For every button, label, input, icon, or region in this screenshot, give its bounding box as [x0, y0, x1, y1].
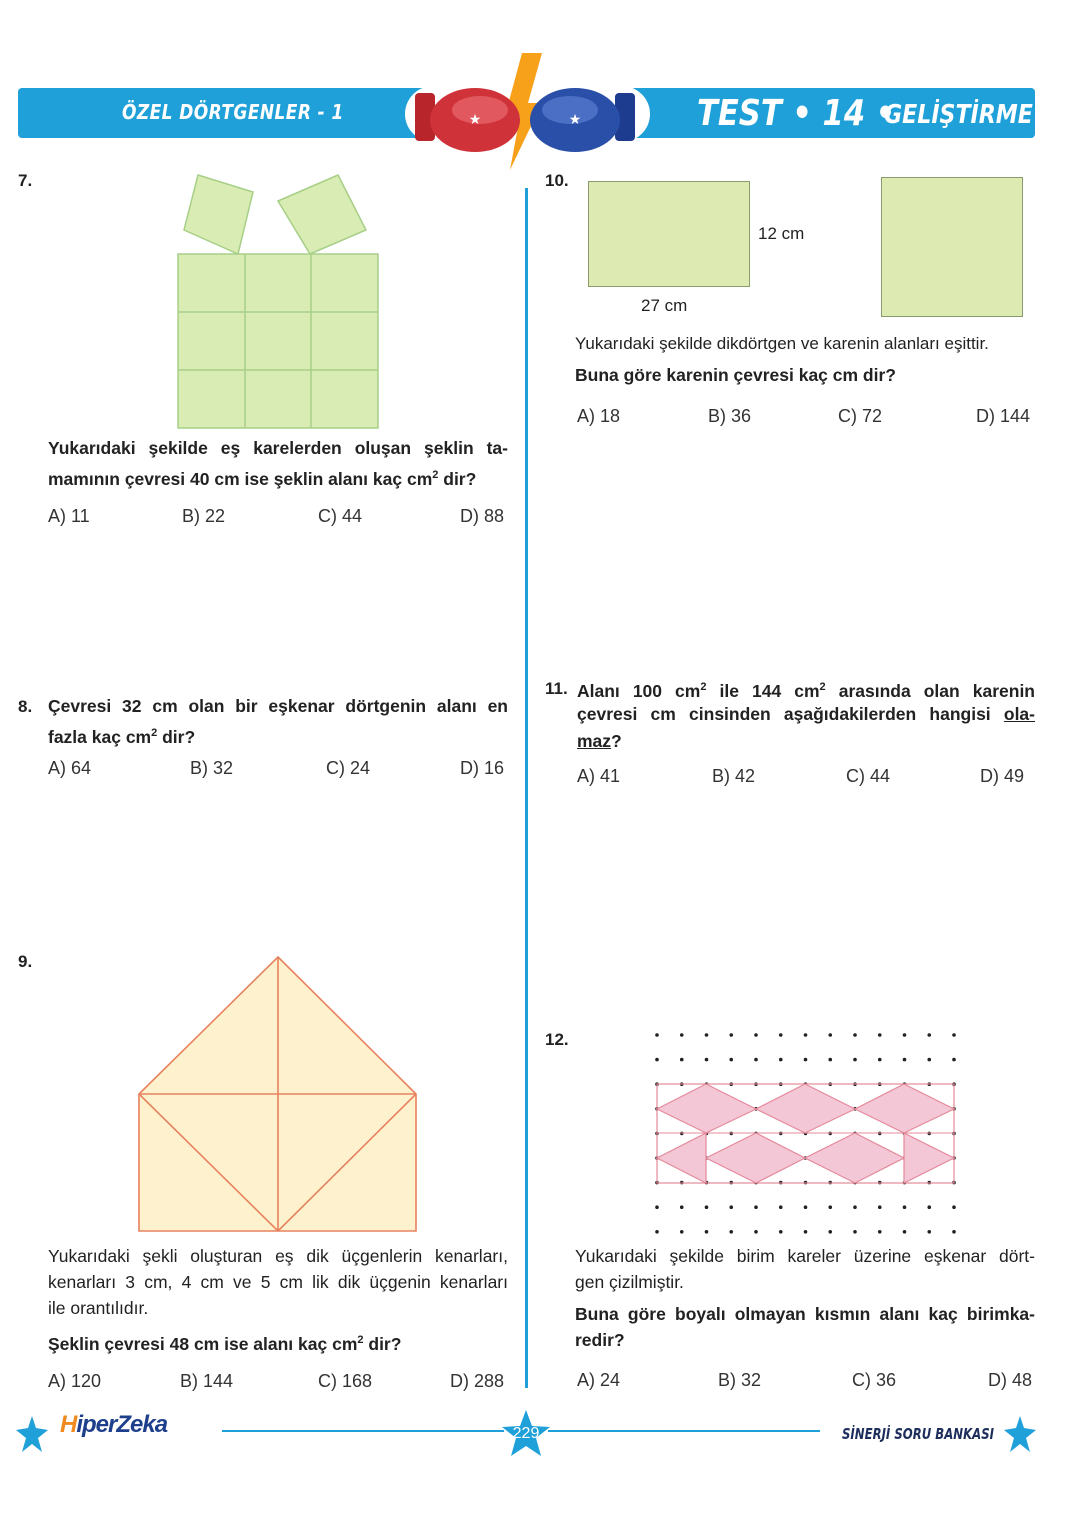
- question-11-number: 11.: [545, 679, 568, 698]
- q12-text-line1: Yukarıdaki şekilde birim kareler üzerine eşkenar dört-: [575, 1246, 1035, 1266]
- grid-dot: [878, 1058, 882, 1062]
- grid-dot: [853, 1205, 857, 1209]
- grid-dot: [853, 1230, 857, 1234]
- q8-text-line1: Çevresi 32 cm olan bir eşkenar dörtgenin alanı en: [48, 696, 508, 716]
- q8-option-d[interactable]: D) 16: [460, 758, 505, 778]
- grid-dot: [878, 1230, 882, 1234]
- grid-dot: [754, 1033, 758, 1037]
- grid-dot: [705, 1230, 709, 1234]
- question-10-number: 10.: [545, 171, 569, 190]
- question-8-number: 8.: [18, 697, 33, 716]
- grid-dot: [927, 1058, 931, 1062]
- q9-option-d[interactable]: D) 288: [450, 1371, 505, 1391]
- q10-width-label: 27 cm: [641, 296, 688, 315]
- grid-dot: [804, 1033, 808, 1037]
- grid-dot: [952, 1230, 956, 1234]
- q9-option-b[interactable]: B) 144: [180, 1371, 234, 1391]
- grid-dot: [878, 1205, 882, 1209]
- grid-dot: [952, 1058, 956, 1062]
- q9-question: Şeklin çevresi 48 cm ise alanı kaç $cm^2$ dir?: [48, 1333, 402, 1354]
- grid-dot: [705, 1205, 709, 1209]
- grid-dot: [729, 1205, 733, 1209]
- q11-text-line2: çevresi cm cinsinden aşağıdakilerden hangisi ola-: [577, 704, 1035, 724]
- q11-text-line3: maz?: [577, 731, 622, 751]
- q11-option-c[interactable]: C) 44: [846, 766, 891, 786]
- grid-dot: [680, 1033, 684, 1037]
- grid-dot: [705, 1058, 709, 1062]
- grid-dot: [729, 1058, 733, 1062]
- column-divider: [525, 188, 528, 1388]
- q11-text-line1: Alanı 100 $cm^2$ ile 144 $cm^2$ arasında olan karenin: [577, 680, 1035, 701]
- q10-option-b[interactable]: B) 36: [708, 406, 752, 426]
- grid-dot: [754, 1230, 758, 1234]
- q10-option-d[interactable]: D) 144: [976, 406, 1031, 426]
- grid-dot: [655, 1205, 659, 1209]
- grid-dot: [754, 1058, 758, 1062]
- footer-line-left: [222, 1430, 504, 1432]
- series-title: SİNERJİ SORU BANKASI: [842, 1425, 994, 1443]
- brand-logo: HiperZeka: [60, 1411, 168, 1438]
- q9-option-a[interactable]: A) 120: [48, 1371, 102, 1391]
- star-right-icon: [1002, 1414, 1038, 1454]
- grid-dot: [729, 1033, 733, 1037]
- q8-option-c[interactable]: C) 24: [326, 758, 371, 778]
- grid-dot: [903, 1033, 907, 1037]
- grid-dot: [804, 1205, 808, 1209]
- q12-option-c[interactable]: C) 36: [852, 1370, 897, 1390]
- grid-dot: [828, 1230, 832, 1234]
- grid-dot: [903, 1230, 907, 1234]
- q12-text-line2: gen çizilmiştir.: [575, 1272, 684, 1292]
- test-label: TEST • 14 •: [697, 93, 896, 134]
- q7-text-line2: mamının çevresi 40 cm ise şeklin alanı kaç $cm^2$ dir?: [48, 468, 477, 489]
- svg-text:★: ★: [568, 111, 582, 127]
- q10-rectangle: [588, 181, 750, 287]
- grid-dot: [828, 1033, 832, 1037]
- q9-text-line3: ile orantılıdır.: [48, 1298, 149, 1318]
- q10-option-c[interactable]: C) 72: [838, 406, 883, 426]
- grid-dot: [655, 1058, 659, 1062]
- q12-figure: [645, 1025, 965, 1240]
- grid-dot: [927, 1205, 931, 1209]
- grid-dot: [804, 1058, 808, 1062]
- grid-dot: [853, 1033, 857, 1037]
- q12-option-a[interactable]: A) 24: [577, 1370, 621, 1390]
- question-12-number: 12.: [545, 1030, 569, 1049]
- grid-dot: [779, 1058, 783, 1062]
- grid-dot: [903, 1205, 907, 1209]
- grid-dot: [729, 1230, 733, 1234]
- boxing-gloves-icon: [410, 48, 650, 173]
- grid-dot: [680, 1230, 684, 1234]
- q12-option-b[interactable]: B) 32: [718, 1370, 762, 1390]
- grid-dot: [952, 1033, 956, 1037]
- q8-option-b[interactable]: B) 32: [190, 758, 234, 778]
- q10-question: Buna göre karenin çevresi kaç cm dir?: [575, 365, 896, 385]
- q10-square: [881, 177, 1023, 317]
- q12-question-line2: redir?: [575, 1330, 625, 1350]
- q9-figure: [135, 952, 420, 1237]
- grid-dot: [952, 1205, 956, 1209]
- grid-dot: [680, 1205, 684, 1209]
- footer-line-right: [548, 1430, 820, 1432]
- q8-option-a[interactable]: A) 64: [48, 758, 92, 778]
- q10-option-a[interactable]: A) 18: [577, 406, 621, 426]
- star-left-icon: [14, 1414, 50, 1454]
- grid-dot: [655, 1230, 659, 1234]
- q9-option-c[interactable]: C) 168: [318, 1371, 373, 1391]
- q9-text-line1: Yukarıdaki şekli oluşturan eş dik üçgenlerin kenarları,: [48, 1246, 508, 1266]
- q7-option-c[interactable]: C) 44: [318, 506, 363, 526]
- grid-dot: [655, 1033, 659, 1037]
- grid-dot: [804, 1230, 808, 1234]
- q7-figure: [170, 170, 385, 432]
- grid-dot: [779, 1230, 783, 1234]
- q12-option-d[interactable]: D) 48: [988, 1370, 1033, 1390]
- grid-dot: [927, 1033, 931, 1037]
- q8-text-line2: fazla kaç $cm^2$ dir?: [48, 726, 196, 747]
- q10-text: Yukarıdaki şekilde dikdörtgen ve karenin alanları eşittir.: [575, 334, 989, 353]
- section-title: ÖZEL DÖRTGENLER - 1: [122, 100, 344, 124]
- grid-dot: [878, 1033, 882, 1037]
- grid-dot: [705, 1033, 709, 1037]
- q9-text-line2: kenarları 3 cm, 4 cm ve 5 cm lik dik üçgenin kenarları: [48, 1272, 508, 1292]
- question-7-number: 7.: [18, 171, 33, 190]
- q11-option-a[interactable]: A) 41: [577, 766, 621, 786]
- grid-dot: [680, 1058, 684, 1062]
- grid-dot: [779, 1033, 783, 1037]
- q12-question-line1: Buna göre boyalı olmayan kısmın alanı kaç birimka-: [575, 1304, 1035, 1324]
- page-number: 229: [512, 1425, 540, 1442]
- grid-dot: [927, 1230, 931, 1234]
- grid-dot: [754, 1205, 758, 1209]
- grid-dot: [779, 1205, 783, 1209]
- q11-option-b[interactable]: B) 42: [712, 766, 756, 786]
- grid-dot: [903, 1058, 907, 1062]
- grid-dot: [828, 1058, 832, 1062]
- q7-option-b[interactable]: B) 22: [182, 506, 226, 526]
- q11-option-d[interactable]: D) 49: [980, 766, 1025, 786]
- level-label: GELİŞTİRME: [884, 100, 1033, 130]
- grid-dot: [828, 1205, 832, 1209]
- q7-text-line1: Yukarıdaki şekilde eş karelerden oluşan şeklin ta-: [48, 438, 508, 458]
- svg-text:★: ★: [468, 111, 482, 127]
- q7-option-d[interactable]: D) 88: [460, 506, 505, 526]
- q7-option-a[interactable]: A) 11: [48, 506, 90, 526]
- q10-height-label: 12 cm: [758, 224, 805, 243]
- question-9-number: 9.: [18, 952, 33, 971]
- grid-dot: [853, 1058, 857, 1062]
